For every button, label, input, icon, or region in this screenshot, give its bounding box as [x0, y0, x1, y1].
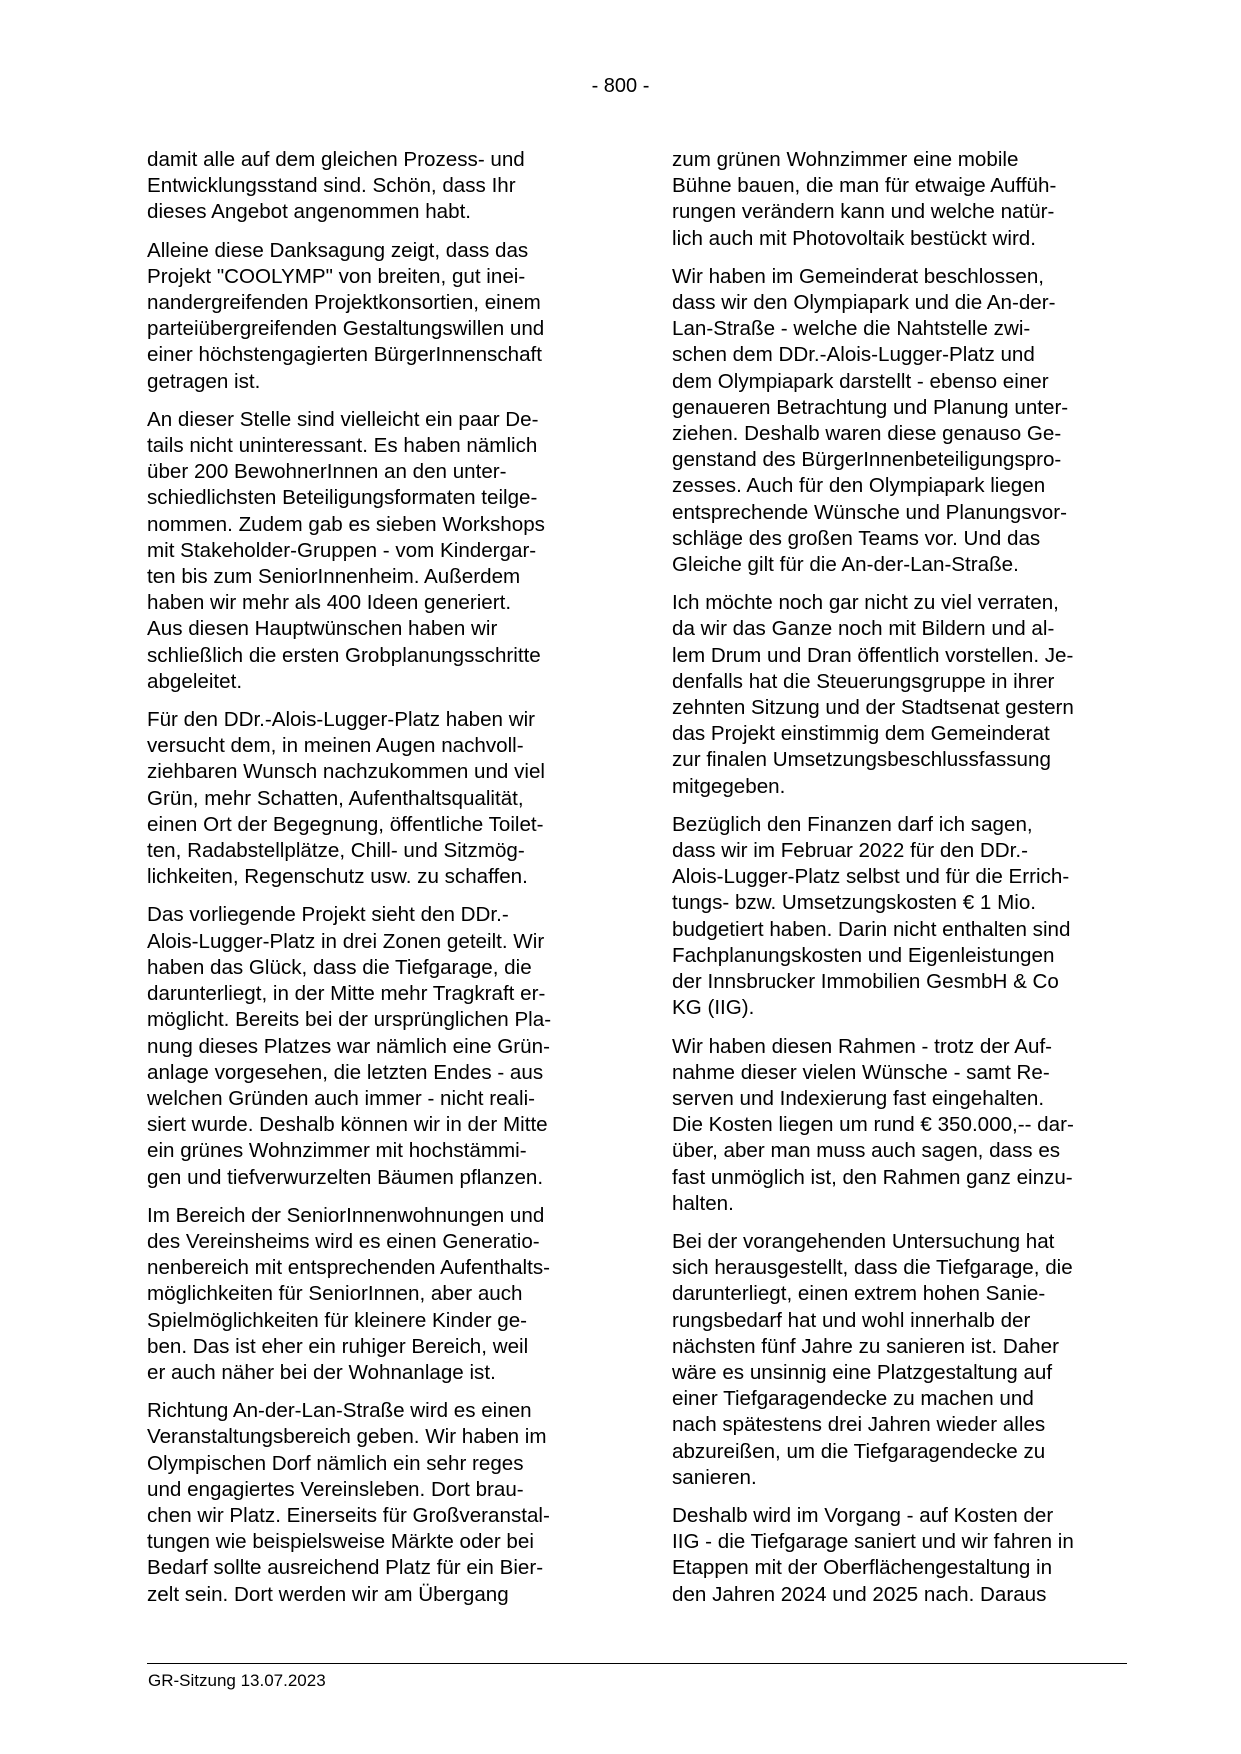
page-number: - 800 - — [591, 75, 650, 97]
footer-session-label: GR-Sitzung 13.07.2023 — [148, 1671, 326, 1690]
left-text-column — [147, 147, 602, 1620]
paragraph: Für den DDr.-Alois-Lugger-Platz haben wir versucht dem, in meinen Augen nachvoll- ziehbaren Wunsch nachzukommen und viel Grün, mehr Schatten, Aufenthaltsqualität, einen Ort der Begegnung, öffentliche Toilet- ten, Radabstellplätze, Chill- und Sitzmög- lichkeiten, Regenschutz usw. zu schaffen. — [147, 708, 545, 889]
paragraph: Wir haben diesen Rahmen - trotz der Auf- nahme dieser vielen Wünsche - samt Re- serven und Indexierung fast eingehalten. Die Kosten liegen um rund € 350.000,-- dar- über, aber man muss auch sagen, dass es fast unmöglich ist, den Rahmen ganz einzu- halten. — [672, 1034, 1074, 1215]
paragraph: Bei der vorangehenden Untersuchung hat sich herausgestellt, dass die Tiefgarage, die darunterliegt, einen extrem hohen Sanie- rungsbedarf hat und wohl innerhalb der nächsten fünf Jahre zu sanieren ist. Daher wäre es unsinnig eine Platzgestaltung auf einer Tiefgaragendecke zu machen und nach spätestens drei Jahren wieder alles abzureißen, um die Tiefgaragendecke zu sanieren. — [672, 1229, 1073, 1489]
paragraph: Wir haben im Gemeinderat beschlossen, dass wir den Olympiapark und die An-der- Lan-Straße - welche die Nahtstelle zwi- schen dem DDr.-Alois-Lugger-Platz und dem Olympiapark darstellt - ebenso einer genaueren Betrachtung und Planung unter- ziehen. Deshalb waren diese genauso Ge- genstand des BürgerInnenbeteiligungspro- zesses. Auch für den Olympiapark liegen entsprechende Wünsche und Planungsvor- schläge des großen Teams vor. Und das Gleiche gilt für die An-der-Lan-Straße. — [672, 264, 1069, 577]
paragraph: Das vorliegende Projekt sieht den DDr.- Alois-Lugger-Platz in drei Zonen geteilt. Wir haben das Glück, dass die Tiefgarage, die darunterliegt, in der Mitte mehr Tragkraft er- möglicht. Bereits bei der ursprünglichen Pla- nung dieses Platzes war nämlich eine Grün- anlage vorgesehen, die letzten Endes - aus welchen Gründen auch immer - nicht reali- siert wurde. Deshalb können wir in der Mitte ein grünes Wohnzimmer mit hochstämmi- gen und tiefverwurzelten Bäumen pflanzen. — [147, 903, 552, 1189]
right-text-column — [672, 147, 1132, 1620]
paragraph: Im Bereich der SeniorInnenwohnungen und des Vereinsheims wird es einen Generatio- nenbereich mit entsprechenden Aufenthalts- möglichkeiten für SeniorInnen, aber auch Spielmöglichkeiten für kleinere Kinder ge- ben. Das ist eher ein ruhiger Bereich, weil er auch näher bei der Wohnanlage ist. — [147, 1203, 550, 1384]
paragraph: Deshalb wird im Vorgang - auf Kosten der IIG - die Tiefgarage saniert und wir fahren in Etappen mit der Oberflächengestaltung in den Jahren 2024 und 2025 nach. Daraus — [672, 1503, 1074, 1606]
paragraph: Alleine diese Danksagung zeigt, dass das Projekt "COOLYMP" von breiten, gut inei- nandergreifenden Projektkonsortien, einem parteiübergreifenden Gestaltungswillen und einer höchstengagierten BürgerInnenschaft getragen ist. — [147, 238, 545, 393]
paragraph: Richtung An-der-Lan-Straße wird es einen Veranstaltungsbereich geben. Wir haben im Olympischen Dorf nämlich ein sehr reges und engagiertes Vereinsleben. Dort brau- chen wir Platz. Einerseits für Großveranstal- tungen wie beispielsweise Märkte oder bei Bedarf sollte ausreichend Platz für ein Bier- zelt sein. Dort werden wir am Übergang — [147, 1399, 550, 1606]
paragraph: Bezüglich den Finanzen darf ich sagen, dass wir im Februar 2022 für den DDr.- Alois-Lugger-Platz selbst und für die Errich- tungs- bzw. Umsetzungskosten € 1 Mio. budgetiert haben. Darin nicht enthalten sind Fachplanungskosten und Eigenleistungen der Innsbrucker Immobilien GesmbH & Co KG (IIG). — [672, 812, 1071, 1020]
paragraph: zum grünen Wohnzimmer eine mobile Bühne bauen, die man für etwaige Auffüh- rungen verändern kann und welche natür- lich auch mit Photovoltaik bestückt wird. — [672, 148, 1057, 250]
paragraph: damit alle auf dem gleichen Prozess- und Entwicklungsstand sind. Schön, dass Ihr dieses Angebot angenommen habt. — [147, 148, 525, 224]
paragraph: An dieser Stelle sind vielleicht ein paar De- tails nicht uninteressant. Es haben nämlich über 200 BewohnerInnen an den unter- schiedlichsten Beteiligungsformaten teilge- nommen. Zudem gab es sieben Workshops mit Stakeholder-Gruppen - vom Kindergar- ten bis zum SeniorInnenheim. Außerdem haben wir mehr als 400 Ideen generiert. Aus diesen Hauptwünschen haben wir schließlich die ersten Grobplanungsschritte abgeleitet. — [147, 407, 545, 693]
footer-divider — [147, 1663, 1127, 1664]
paragraph: Ich möchte noch gar nicht zu viel verraten, da wir das Ganze noch mit Bildern und al- lem Drum und Dran öffentlich vorstellen. Je- denfalls hat die Steuerungsgruppe in ihrer zehnten Sitzung und der Stadtsenat gestern das Projekt einstimmig dem Gemeinderat zur finalen Umsetzungsbeschlussfassung mitgegeben. — [672, 591, 1074, 798]
